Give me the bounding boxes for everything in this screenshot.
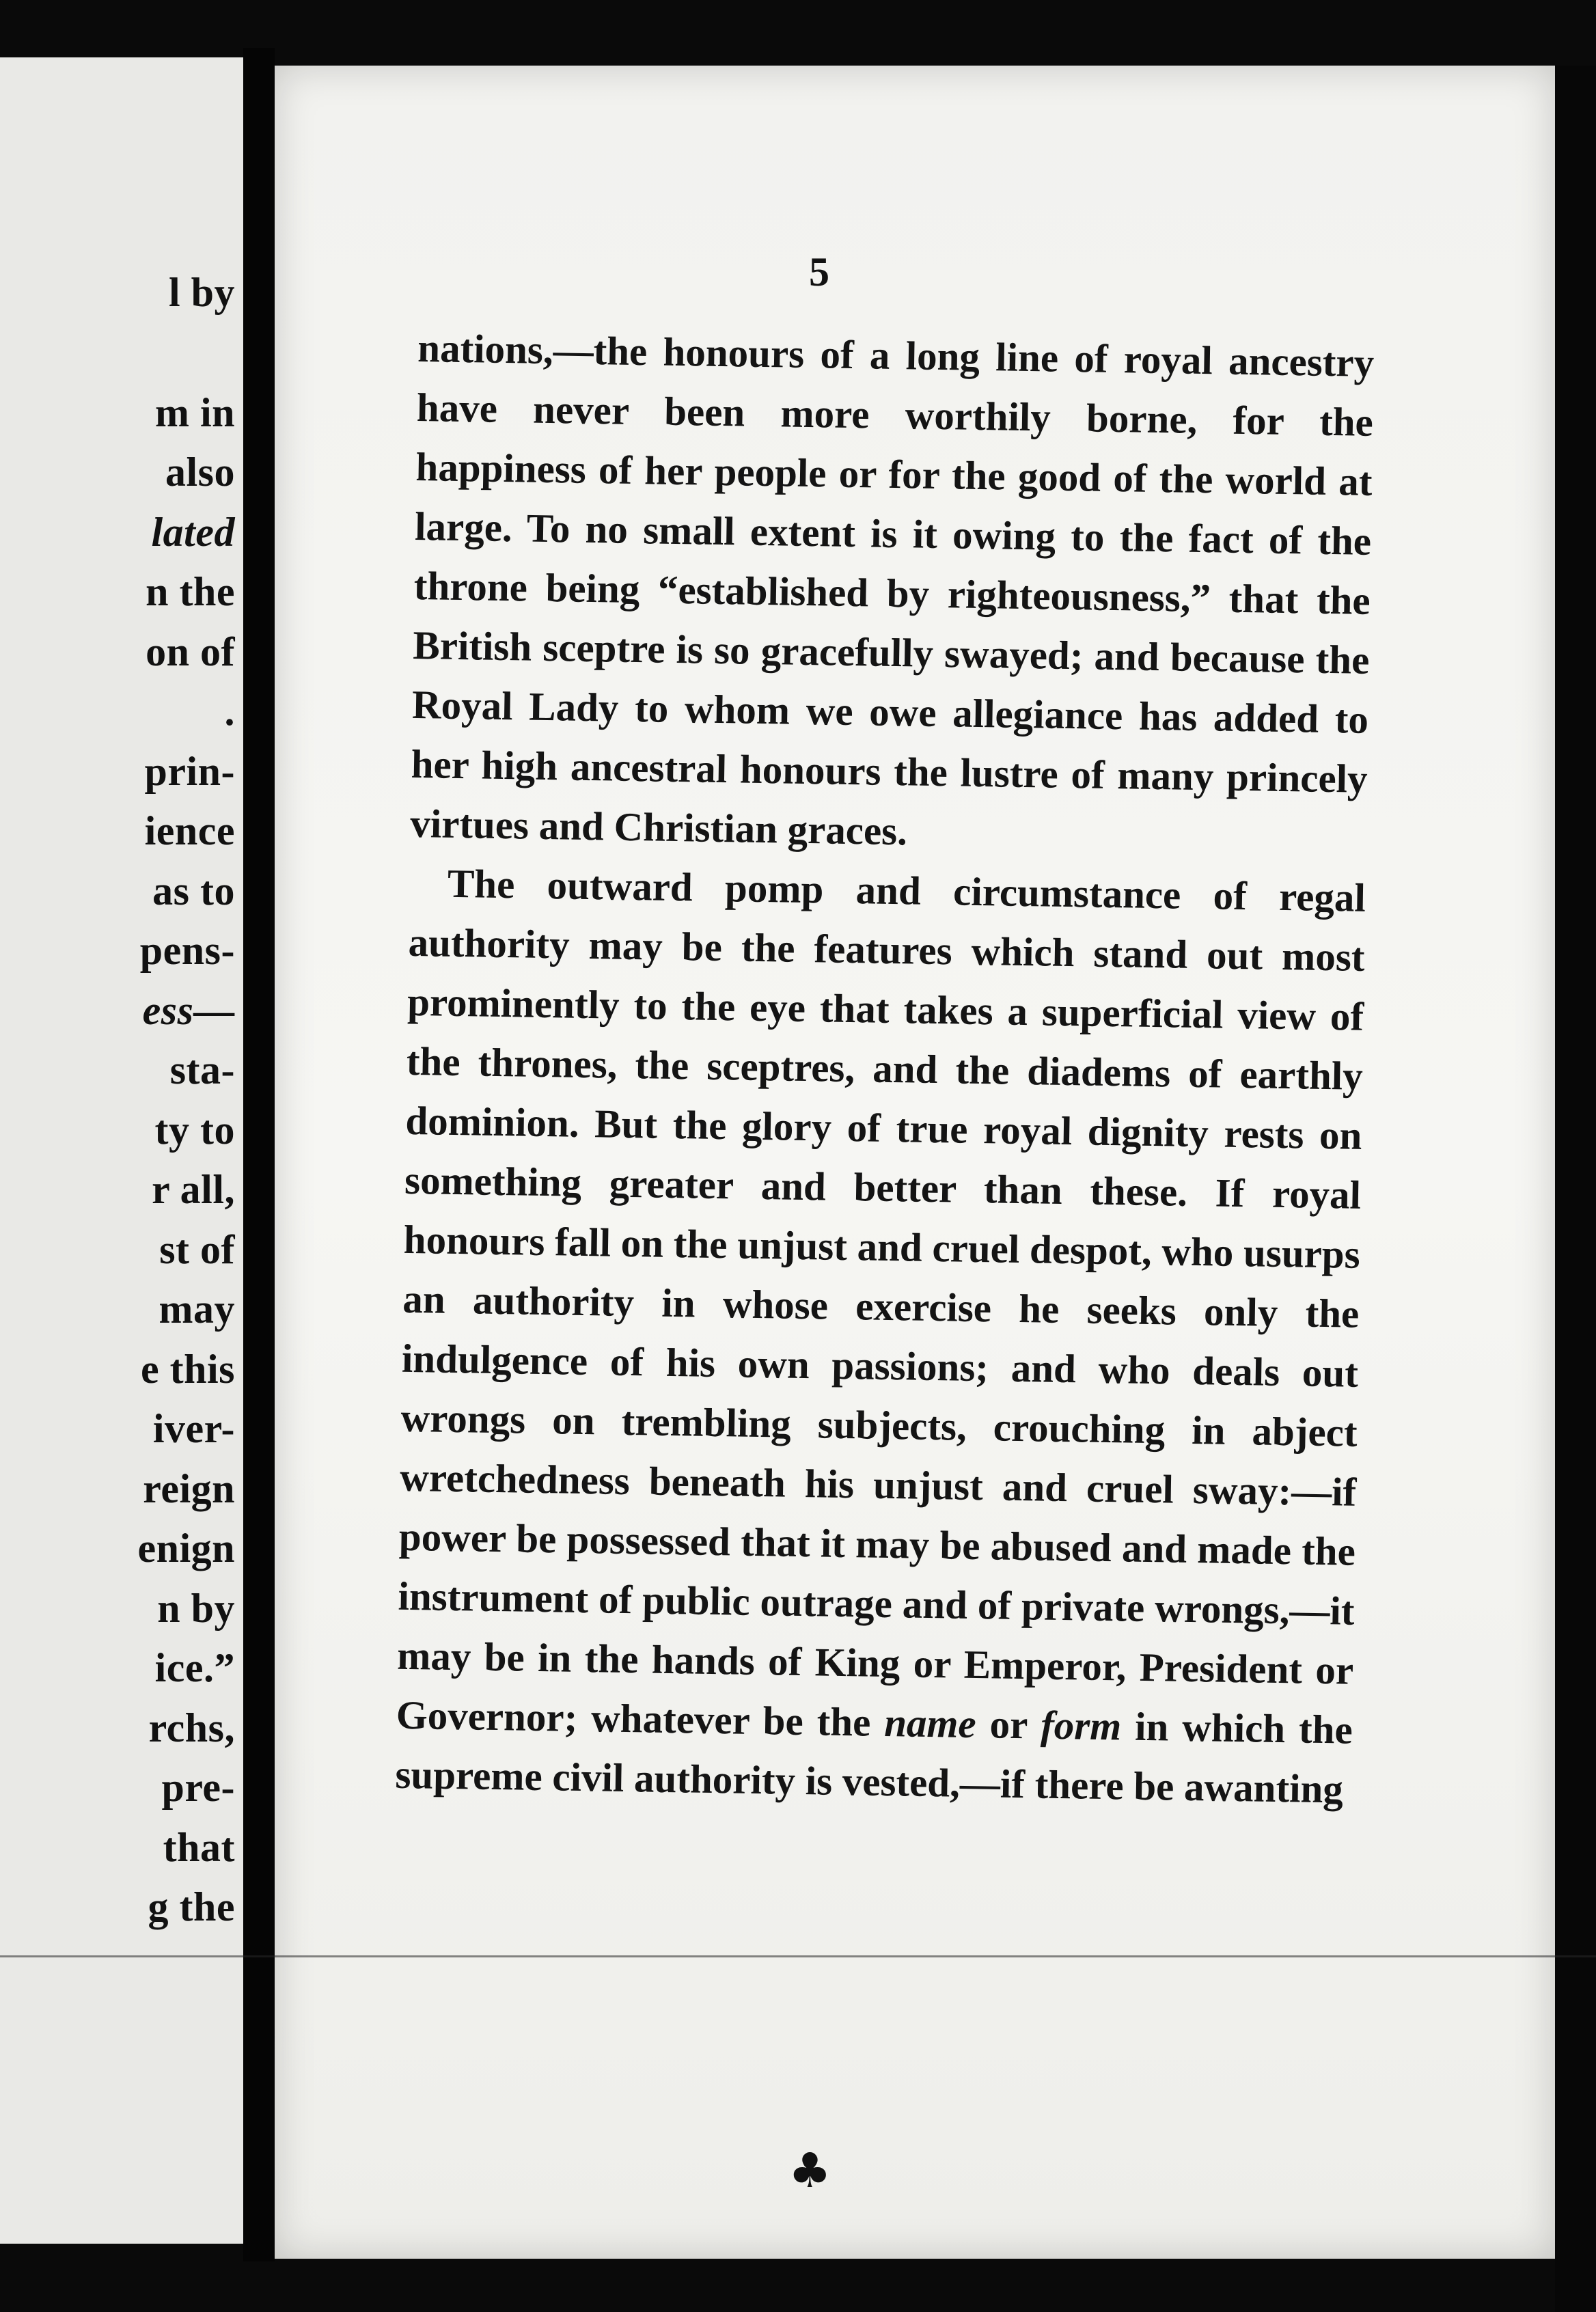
previous-page-fragment: g the <box>148 1884 235 1929</box>
previous-page-fragment: e this <box>141 1347 235 1392</box>
previous-page-fragment: st of <box>159 1227 235 1272</box>
connector-or: or <box>989 1701 1028 1748</box>
previous-page-fragment: also <box>165 450 235 495</box>
previous-page-fragment: ty to <box>154 1107 235 1153</box>
italic-name: name <box>883 1699 977 1747</box>
paragraph-1: nations,—the honours of a long line of royal ancestry have never been more worthily borne, for the happiness of her people or for the good of the world at large. To no small extent is it owing to the fact of the throne being “established by righteousness,” that the British sceptre is so gracefully swayed; and because the Royal Lady to whom we owe allegiance has added to her high ancestral honours the lustre of many princely virtues and Christian graces. <box>409 325 1375 854</box>
previous-page-strip <box>0 57 243 2244</box>
previous-page-fragment: enign <box>137 1526 235 1571</box>
previous-page-fragment: sta- <box>169 1047 235 1092</box>
previous-page-fragment: rchs, <box>148 1705 235 1750</box>
previous-page-fragment: ience <box>144 808 235 853</box>
italic-form: form <box>1040 1702 1122 1749</box>
printer-ornament-icon: ♣ <box>788 2143 831 2199</box>
current-page <box>275 66 1555 2259</box>
previous-page-fragment: reign <box>143 1466 235 1511</box>
previous-page-fragment: as to <box>152 868 235 913</box>
page-number: 5 <box>809 249 829 294</box>
previous-page-fragment: may <box>159 1286 235 1332</box>
previous-page-fragment: l by <box>168 270 235 315</box>
film-scratch-line <box>0 1955 1596 1957</box>
book-gutter <box>243 48 275 2261</box>
previous-page-fragment: prin- <box>144 749 235 794</box>
paragraph-2-text: The outward pomp and circumstance of regal authority may be the features which stand out most prominently to the eye that takes a superficial view of the thrones, the sceptres, and the diadems of earthly dominion. But the glory of true royal dignity rests on something greater and better than these. If royal honours fall on the unjust and cruel despot, who usurps an authority in whose exercise he seeks only the indulgence of his own passions; and who deals out wrongs on trembling subjects, crouching in abject wretchedness beneath his unjust and cruel sway:—if power be possessed that it may be abused and made the instrument of public outrage and of private wrongs,—it may be in the hands of King or Emperor, President or Governor; whatever be the <box>396 860 1366 1745</box>
previous-page-fragment: r all, <box>152 1167 235 1212</box>
previous-page-fragment: m in <box>154 390 235 435</box>
previous-page-fragment: lated <box>151 510 235 555</box>
previous-page-fragment: that <box>163 1825 235 1870</box>
previous-page-fragment: n the <box>146 569 235 614</box>
right-border <box>1555 66 1596 2312</box>
previous-page-fragment: iver- <box>152 1406 235 1451</box>
previous-page-fragment: pre- <box>161 1765 235 1810</box>
paragraph-2-end: in which the supreme civil authority is vested,—if there be awanting <box>395 1703 1353 1812</box>
previous-page-fragment: ess— <box>142 988 235 1033</box>
previous-page-fragment: n by <box>157 1586 235 1631</box>
previous-page-fragment: ice.” <box>154 1645 235 1690</box>
previous-page-fragment: . <box>224 689 235 734</box>
paragraph-2 <box>395 853 1366 1819</box>
previous-page-fragment: pens- <box>139 928 235 973</box>
body-text <box>395 318 1375 1819</box>
previous-page-fragment: on of <box>146 629 235 674</box>
